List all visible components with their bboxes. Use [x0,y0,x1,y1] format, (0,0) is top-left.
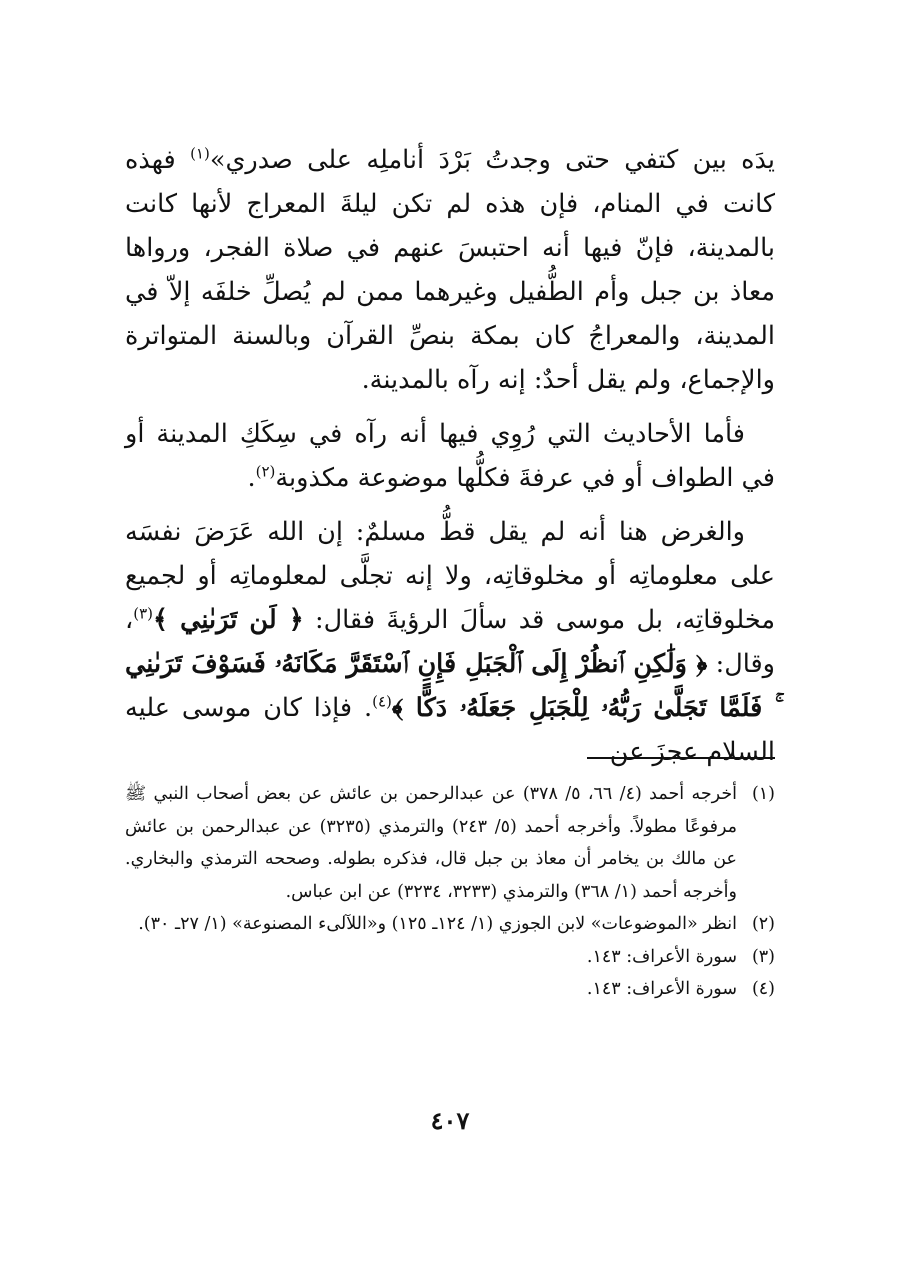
footnote-1 [125,778,775,908]
main-text [125,138,775,784]
paragraph-2-text-a: فأما الأحاديث التي رُوِي فيها أنه رآه في سِكَكِ المدينة أو في الطواف أو في عرفةَ فكلُّها موضوعة مكذوبة [125,419,775,493]
paragraph-3-text-b: ، وقال: [125,605,775,679]
footnote-ref-3[interactable]: (٣) [133,604,154,623]
footnote-divider [587,757,775,759]
paragraph-1 [125,138,775,402]
quran-quote-1: ﴿ لَن تَرَىٰنِي ﴾ [153,605,304,635]
footnote-number: (٢) [751,914,775,934]
paragraph-2-text-b: . [247,463,256,493]
footnote-text: أخرجه أحمد (٤/ ٦٦، ٥/ ٣٧٨) عن عبدالرحمن بن عائش عن بعض أصحاب النبي ﷺ مرفوعًا مطولاً. وأخرجه أحمد (٥/ ٢٤٣) والترمذي (٣٢٣٥) عن عبدالرحمن بن عائش عن مالك بن يخامر أن معاذ بن جبل قال، فذكره بطوله. وصححه الترمذي والبخاري. وأخرجه أحمد (١/ ٣٦٨) والترمذي (٣٢٣٣، ٣٢٣٤) عن ابن عباس. [125,784,738,902]
footnote-2 [125,908,775,941]
footnote-4 [125,973,775,1006]
paragraph-1-text-b: فهذه كانت في المنام، فإن هذه لم تكن ليلةَ المعراج لأنها كانت بالمدينة، فإنّ فيها أنه احتبسَ عنهم في صلاة الفجر، ورواها معاذ بن جبل وأم الطُّفيل وغيرهما ممن لم يُصلِّ خلفَه إلاّ في المدينة، والمعراجُ كان بمكة بنصِّ القرآن وبالسنة المتواترة والإجماع، ولم يقل أحدٌ: إنه رآه بالمدينة. [125,145,775,395]
paragraph-3 [125,510,775,774]
paragraph-3-text-c: . فإذا كان موسى عليه السلام عجزَ عن [125,693,775,767]
footnote-text: انظر «الموضوعات» لابن الجوزي (١/ ١٢٤ـ ١٢٥) و«اللآلىء المصنوعة» (١/ ٢٧ـ ٣٠). [138,914,737,934]
page-number: ٤٠٧ [430,1106,470,1135]
paragraph-1-text-a: يدَه بين كتفي حتى وجدتُ بَرْدَ أناملِه على صدري» [209,145,776,175]
footnote-ref-1[interactable]: (١) [190,144,210,163]
footnote-text: سورة الأعراف: ١٤٣. [586,946,737,967]
footnote-ref-2[interactable]: (٢) [255,462,276,481]
footnote-number: (٤) [751,979,775,999]
footnote-ref-4[interactable]: (٤) [372,692,392,711]
footnote-number: (٣) [751,946,775,967]
paragraph-3-text-a: والغرض هنا أنه لم يقل قطُّ مسلمٌ: إن الله عَرَضَ نفسَه على معلوماتِه أو مخلوقاتِه، ولا إنه تجلَّى لمعلوماتِه أو لجميع مخلوقاتِه، بل موسى قد سألَ الرؤيةَ فقال: [125,517,775,635]
quran-quote-2: ﴿ وَلَٰكِنِ ٱنظُرْ إِلَى ٱلْجَبَلِ فَإِنِ ٱسْتَقَرَّ مَكَانَهُۥ فَسَوْفَ تَرَىٰنِي ۚ فَلَمَّا تَجَلَّىٰ رَبُّهُۥ لِلْجَبَلِ جَعَلَهُۥ دَكًّا ﴾ [125,649,775,723]
footnotes [125,778,775,1006]
paragraph-2 [125,412,775,500]
footnote-text: سورة الأعراف: ١٤٣. [586,979,737,999]
footnote-number: (١) [751,784,775,804]
footnote-3 [125,941,775,974]
